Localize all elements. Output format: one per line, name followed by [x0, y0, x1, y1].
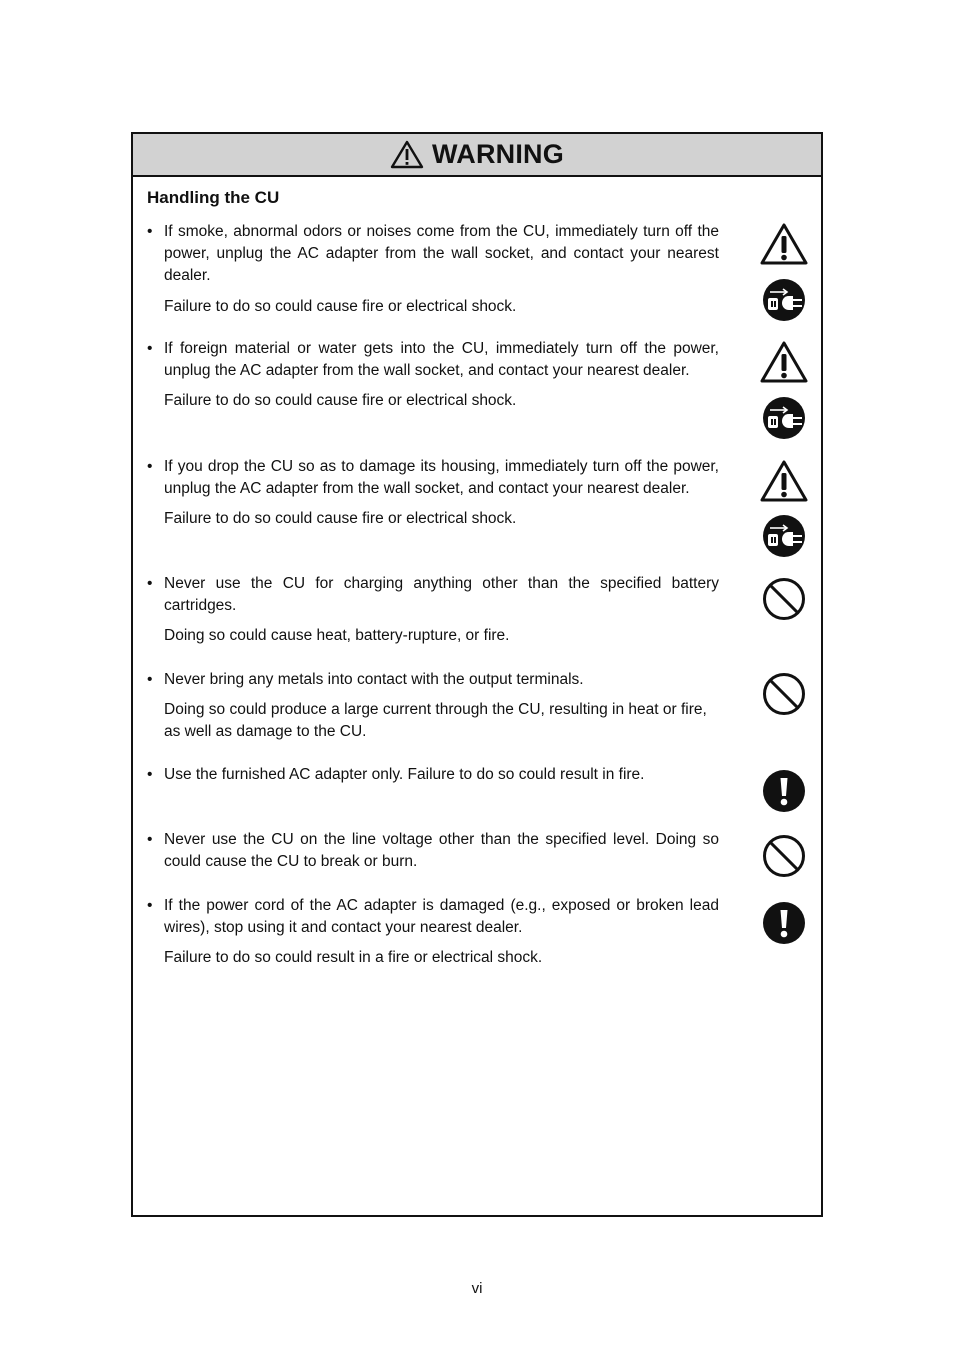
item-text: If the power cord of the AC adapter is damaged (e.g., exposed or broken lead wires), stop using it and contact your nearest dealer. — [164, 897, 719, 937]
item-text: Never use the CU on the line voltage other than the specified level. Doing so could cause the CU to break or burn. — [164, 831, 719, 871]
bullet: • — [147, 897, 153, 914]
page-number: vi — [471, 1280, 483, 1297]
list-item — [147, 829, 719, 873]
section-title: Handling the CU — [147, 188, 280, 207]
bullet: • — [147, 575, 153, 592]
warning-box — [131, 132, 823, 1217]
item-note: Doing so could produce a large current through the CU, resulting in heat or fire, as well as damage to the CU. — [164, 701, 707, 741]
prohibited-icon — [762, 834, 806, 878]
list-item — [147, 895, 719, 970]
caution-triangle-icon — [759, 459, 809, 503]
unplug-icon — [762, 396, 806, 440]
bullet: • — [147, 831, 153, 848]
bullet: • — [147, 223, 153, 240]
prohibited-icon — [762, 672, 806, 716]
list-item — [147, 669, 719, 744]
warning-title: WARNING — [432, 139, 564, 169]
mandatory-exclamation-icon — [762, 769, 806, 813]
bullet: • — [147, 671, 153, 688]
list-item — [147, 338, 719, 413]
list-item — [147, 573, 719, 648]
bullet: • — [147, 766, 153, 783]
unplug-icon — [762, 278, 806, 322]
warning-triangle-icon — [390, 140, 424, 169]
item-text: If smoke, abnormal odors or noises come from the CU, immediately turn off the power, unplug the AC adapter from the wall socket, and contact your nearest dealer. — [164, 223, 719, 285]
bullet: • — [147, 340, 153, 357]
item-note: Failure to do so could cause fire or electrical shock. — [164, 297, 517, 315]
item-note: Failure to do so could cause fire or electrical shock. — [164, 392, 517, 410]
bullet: • — [147, 458, 153, 475]
item-note: Failure to do so could result in a fire or electrical shock. — [164, 949, 543, 967]
list-item — [147, 764, 719, 786]
mandatory-exclamation-icon — [762, 901, 806, 945]
item-text: Never use the CU for charging anything other than the specified battery cartridges. — [164, 575, 719, 615]
prohibited-icon — [762, 577, 806, 621]
item-note: Failure to do so could cause fire or electrical shock. — [164, 510, 517, 528]
warning-header — [133, 134, 821, 177]
item-note: Doing so could cause heat, battery-rupture, or fire. — [164, 627, 510, 645]
caution-triangle-icon — [759, 222, 809, 266]
unplug-icon — [762, 514, 806, 558]
caution-triangle-icon — [759, 340, 809, 384]
item-text: If you drop the CU so as to damage its housing, immediately turn off the power, unplug the AC adapter from the wall socket, and contact your nearest dealer. — [164, 458, 719, 498]
list-item — [147, 221, 719, 318]
item-text: Never bring any metals into contact with the output terminals. — [164, 671, 584, 688]
item-text: Use the furnished AC adapter only. Failure to do so could result in fire. — [164, 766, 645, 783]
list-item — [147, 456, 719, 531]
item-text: If foreign material or water gets into the CU, immediately turn off the power, unplug the AC adapter from the wall socket, and contact your nearest dealer. — [164, 340, 719, 380]
